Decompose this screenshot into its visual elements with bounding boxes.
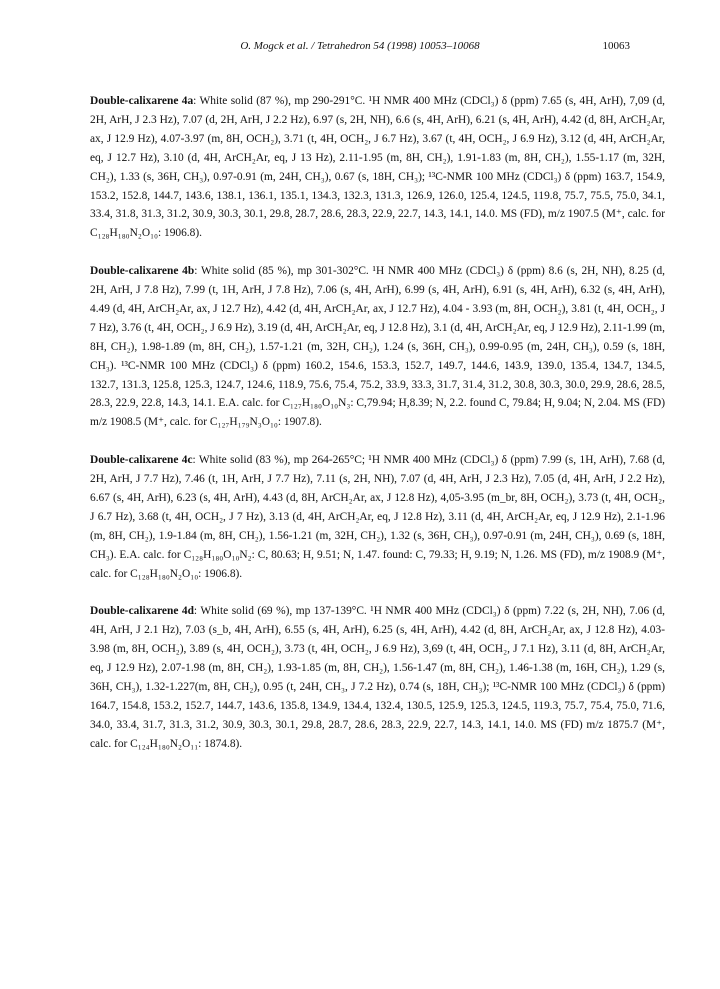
compound-heading: Double-calixarene 4b <box>90 265 195 278</box>
experimental-section <box>90 92 665 754</box>
compound-heading: Double-calixarene 4a <box>90 95 194 107</box>
running-header <box>0 40 720 58</box>
compound-heading: Double-calixarene 4c <box>90 454 193 467</box>
compound-data-text: : White solid (87 %), mp 290-291°C. ¹H NMR 400 MHz (CDCl₃) δ (ppm) 7.65 (s, 4H, ArH), 7,09 (d, 2H, ArH, J 2.3 Hz), 7.07 (d, 2H, ArH, J 2.2 Hz), 6.97 (s, 2H, NH), 6.6 (s, 4H, ArH), 6.21 (s, 4H, ArH), 4.42 (d, 8H, ArCH₂Ar, ax, J 12.9 Hz), 4.07-3.97 (m, 8H, OCH₂), 3.71 (t, 4H, OCH₂, J 6.7 Hz), 3.67 (t, 4H, OCH₂, J 6.9 Hz), 3.12 (d, 4H, ArCH₂Ar, eq, J 12.7 Hz), 3.10 (d, 4H, ArCH₂Ar, eq, J 13 Hz), 2.11-1.95 (m, 8H, CH₂), 1.91-1.83 (m, 8H, CH₂), 1.55-1.17 (m, 32H, CH₂), 1.33 (s, 36H, CH₃), 0.97-0.91 (m, 24H, CH₃), 0.67 (s, 18H, CH₃); ¹³C-NMR 100 MHz (CDCl₃) δ (ppm) 163.7, 154.9, 153.2, 152.8, 144.7, 143.6, 138.1, 136.1, 135.1, 134.3, 132.3, 131.3, 126.9, 126.0, 125.4, 124.5, 119.8, 75.7, 75.5, 75.0, 34.1, 33.4, 31.8, 31.3, 31.2, 30.9, 30.3, 30.1, 29.8, 28.7, 28.6, 28.3, 22.9, 22.7, 14.3, 14.1, 14.0. MS (FD), m/z 1907.5 (M⁺, calc. for C₁₂₈H₁₈₀N₂O₁₀: 1906.8). <box>90 95 665 240</box>
compound-entry-4a <box>90 92 665 243</box>
compound-data-text: : White solid (69 %), mp 137-139°C. ¹H NMR 400 MHz (CDCl₃) δ (ppm) 7.22 (s, 2H, NH), 7.06 (d, 4H, ArH, J 2.1 Hz), 7.03 (s_b, 4H, ArH), 6.55 (s, 4H, ArH), 6.25 (s, 4H, ArH), 4.42 (d, 8H, ArCH₂Ar, ax, J 12.8 Hz), 4.03-3.98 (m, 8H, OCH₂), 3.89 (s, 4H, OCH₂), 3.73 (t, 4H, OCH₂, J 6.9 Hz), 3,69 (t, 4H, OCH₂, J 7.1 Hz), 3.11 (d, 8H, ArCH₂Ar, eq, J 12.9 Hz), 2.07-1.98 (m, 8H, CH₂), 1.93-1.85 (m, 8H, CH₂), 1.56-1.47 (m, 8H, CH₂), 1.46-1.38 (m, 16H, CH₂), 1.29 (s, 36H, CH₃), 1.32-1.227(m, 8H, CH₂), 0.95 (t, 24H, CH₃, J 7.2 Hz), 0.74 (s, 18H, CH₃); ¹³C-NMR 100 MHz (CDCl₃) δ (ppm) 164.7, 154.8, 153.2, 152.7, 144.7, 143.6, 135.8, 134.9, 134.4, 132.4, 130.5, 125.9, 125.3, 124.5, 119.3, 75.7, 75.4, 75.0, 71.6, 34.0, 33.4, 31.7, 31.3, 31.2, 30.9, 30.3, 30.1, 29.8, 28.7, 28.6, 28.3, 22.9, 22.7, 14.3, 14.1, 14.0. MS (FD) m/z 1875.7 (M⁺, calc. for C₁₂₄H₁₈₀N₂O₁₁: 1874.8). <box>90 605 665 750</box>
compound-heading: Double-calixarene 4d <box>90 605 194 618</box>
compound-data-text: : White solid (85 %), mp 301-302°C. ¹H NMR 400 MHz (CDCl₃) δ (ppm) 8.6 (s, 2H, NH), 8.25 (d, 2H, ArH, J 7.8 Hz), 7.99 (t, 1H, ArH, J 7.8 Hz), 7.06 (s, 4H, ArH), 6.99 (s, 4H, ArH), 6.91 (s, 4H, ArH), 6.32 (s, 4H, ArH), 4.49 (d, 4H, ArCH₂Ar, ax, J 12.7 Hz), 4.42 (d, 4H, ArCH₂Ar, ax, J 12.7 Hz), 4.04 - 3.93 (m, 8H, OCH₂), 3.81 (t, 4H, OCH₂, J 7 Hz), 3.76 (t, 4H, OCH₂, J 6.9 Hz), 3.19 (d, 4H, ArCH₂Ar, eq, J 12.8 Hz), 3.1 (d, 4H, ArCH₂Ar, eq, J 12.9 Hz), 2.11-1.99 (m, 8H, CH₂), 1.98-1.89 (m, 8H, CH₂), 1.57-1.21 (m, 32H, CH₂), 1.24 (s, 36H, CH₃), 0.99-0.95 (m, 24H, CH₃), 0.59 (s, 18H, CH₃). ¹³C-NMR 100 MHz (CDCl₃) δ (ppm) 160.2, 154.6, 153.3, 152.7, 149.7, 144.6, 143.9, 139.0, 135.4, 134.7, 134.5, 132.7, 131.3, 125.8, 125.3, 124.7, 124.6, 118.9, 75.6, 75.4, 75.2, 33.9, 33.3, 31.7, 31.4, 31.2, 30.8, 30.3, 30.0, 29.9, 28.6, 28.5, 28.3, 22.9, 22.8, 14.3, 14.1. E.A. calc. for C₁₂₇H₁₈₀O₁₀N₃: C,79.94; H,8.39; N, 2.2. found C, 79.84; H, 9.04; N, 2.04. MS (FD) m/z 1908.5 (M⁺, calc. for C₁₂₇H₁₇₉N₃O₁₀: 1907.8). <box>90 265 665 429</box>
compound-entry-4d <box>90 602 665 753</box>
compound-entry-4b <box>90 262 665 432</box>
journal-citation: O. Mogck et al. / Tetrahedron 54 (1998) 10053–10068 <box>240 40 480 52</box>
compound-entry-4c <box>90 451 665 583</box>
page-number: 10063 <box>602 40 630 52</box>
compound-data-text: : White solid (83 %), mp 264-265°C; ¹H NMR 400 MHz (CDCl₃) δ (ppm) 7.99 (s, 1H, ArH), 7.68 (d, 2H, ArH, J 7.7 Hz), 7.46 (t, 1H, ArH, J 7.7 Hz), 7.11 (s, 2H, NH), 7.07 (d, 4H, ArH, J 2.3 Hz), 7.05 (d, 4H, ArH, J 2.2 Hz), 6.67 (s, 4H, ArH), 6.23 (s, 4H, ArH), 4.43 (d, 8H, ArCH₂Ar, ax, J 12.8 Hz), 4,05-3.95 (m_br, 8H, OCH₂), 3.73 (t, 4H, OCH₂, J 6.7 Hz), 3.68 (t, 4H, OCH₂, J 7 Hz), 3.13 (d, 4H, ArCH₂Ar, eq, J 12.8 Hz), 3.11 (d, 4H, ArCH₂Ar, eq, J 12.9 Hz), 2.1-1.96 (m, 8H, CH₂), 1.9-1.84 (m, 8H, CH₂), 1.56-1.21 (m, 32H, CH₂), 1.32 (s, 36H, CH₃), 0.97-0.91 (m, 24H, CH₃), 0.69 (s, 18H, CH₃). E.A. calc. for C₁₂₈H₁₈₀O₁₀N₂: C, 80.63; H, 9.51; N, 1.47. found: C, 79.33; H, 9.19; N, 1.26. MS (FD), m/z 1908.9 (M⁺, calc. for C₁₂₈H₁₈₀N₂O₁₀: 1906.8). <box>90 454 665 580</box>
